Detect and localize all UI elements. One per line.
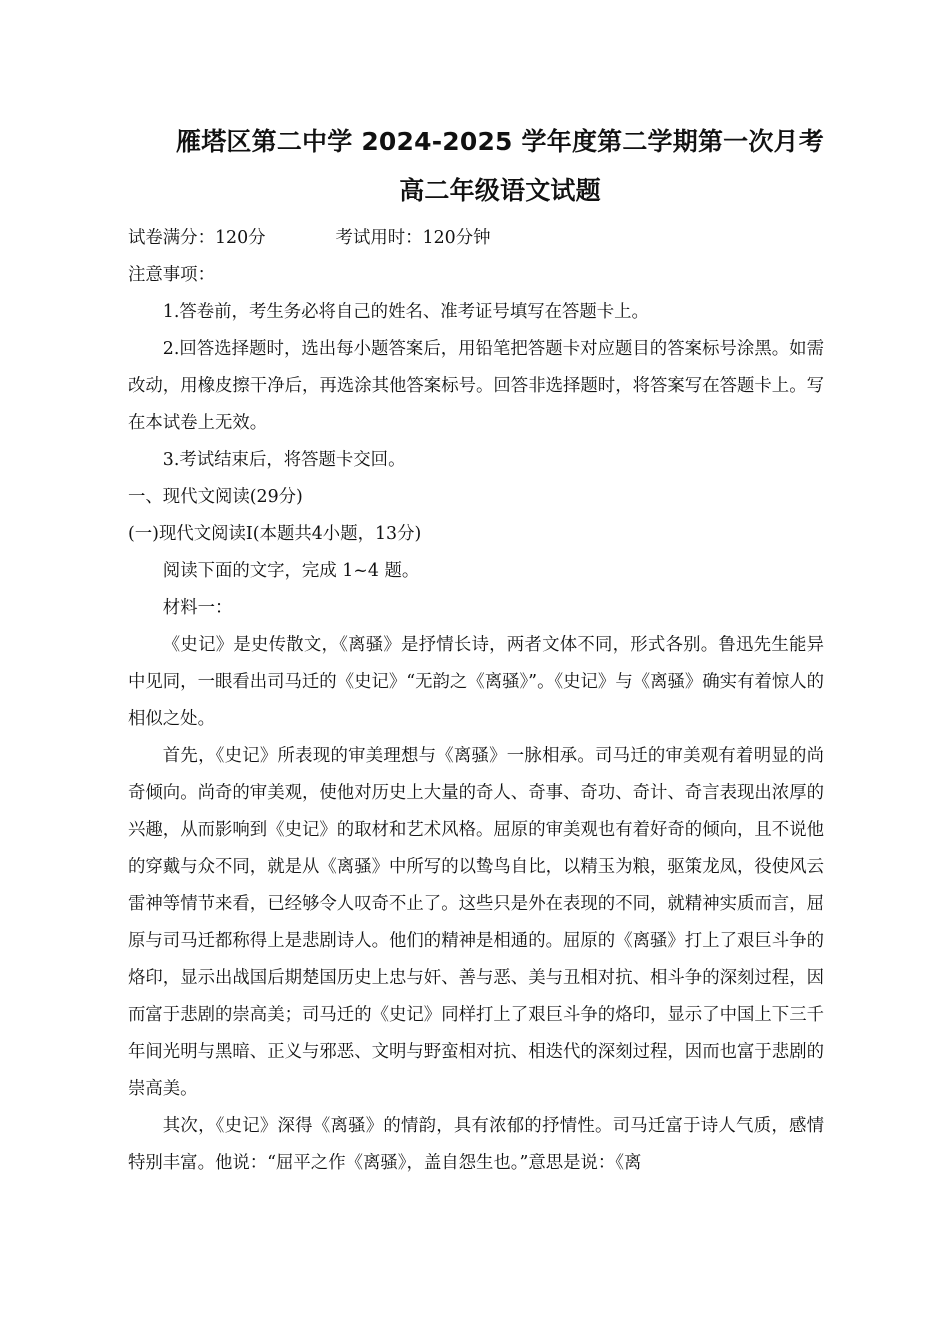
material-paragraph-1: 《史记》是史传散文，《离骚》是抒情长诗，两者文体不同，形式各别。鲁迅先生能异中见同，一眼看出司马迁的《史记》“无韵之《离骚》”。《史记》与《离骚》确实有着惊人的相似之处。 (128, 635, 825, 729)
notice-item-3: 3.考试结束后，将答题卡交回。 (162, 450, 406, 470)
material-paragraph-3: 其次，《史记》深得《离骚》的情韵，具有浓郁的抒情性。司马迁富于诗人气质，感情特别丰富。他说：“屈平之作《离骚》，盖自怨生也。”意思是说：《离 (128, 1116, 824, 1173)
time-info: 考试用时：120分钟 (335, 228, 491, 248)
reading-instruction: 阅读下面的文字，完成 1~4 题。 (162, 561, 420, 581)
exam-info-line (128, 220, 824, 257)
exam-body (128, 220, 824, 1182)
notice-item-2: 2.回答选择题时，选出每小题答案后，用铅笔把答题卡对应题目的答案标号涂黑。如需改动，用橡皮擦干净后，再选涂其他答案标号。回答非选择题时，将答案写在答题卡上。写在本试卷上无效。 (128, 339, 824, 433)
notice-heading: 注意事项： (128, 265, 215, 285)
material-paragraph-2: 首先，《史记》所表现的审美理想与《离骚》一脉相承。司马迁的审美观有着明显的尚奇倾向。尚奇的审美观，使他对历史上大量的奇人、奇事、奇功、奇计、奇言表现出浓厚的兴趣，从而影响到《史记》的取材和艺术风格。屈原的审美观也有着好奇的倾向，且不说他的穿戴与众不同，就是从《离骚》中所写的以鸷鸟自比，以精玉为粮，驱策龙凤，役使风云雷神等情节来看，已经够令人叹奇不止了。这些只是外在表现的不同，就精神实质而言，屈原与司马迁都称得上是悲剧诗人。他们的精神是相通的。屈原的《离骚》打上了艰巨斗争的烙印，显示出战国后期楚国历史上忠与奸、善与恶、美与丑相对抗、相斗争的深刻过程，因而富于悲剧的崇高美；司马迁的《史记》同样打上了艰巨斗争的烙印，显示了中国上下三千年间光明与黑暗、正义与邪恶、文明与野蛮相对抗、相迭代的深刻过程，因而也富于悲剧的崇高美。 (128, 746, 824, 1099)
exam-subtitle: 高二年级语文试题 (399, 176, 601, 205)
exam-title: 雁塔区第二中学 2024-2025 学年度第二学期第一次月考 (176, 127, 824, 156)
notice-item-1: 1.答卷前，考生务必将自己的姓名、准考证号填写在答题卡上。 (162, 302, 649, 322)
section-heading: 一、现代文阅读(29分) (128, 487, 303, 507)
section-subheading: (一)现代文阅读Ⅰ(本题共4小题，13分) (128, 524, 422, 544)
score-info: 试卷满分：120分 (128, 228, 266, 248)
material-label: 材料一： (162, 598, 233, 618)
